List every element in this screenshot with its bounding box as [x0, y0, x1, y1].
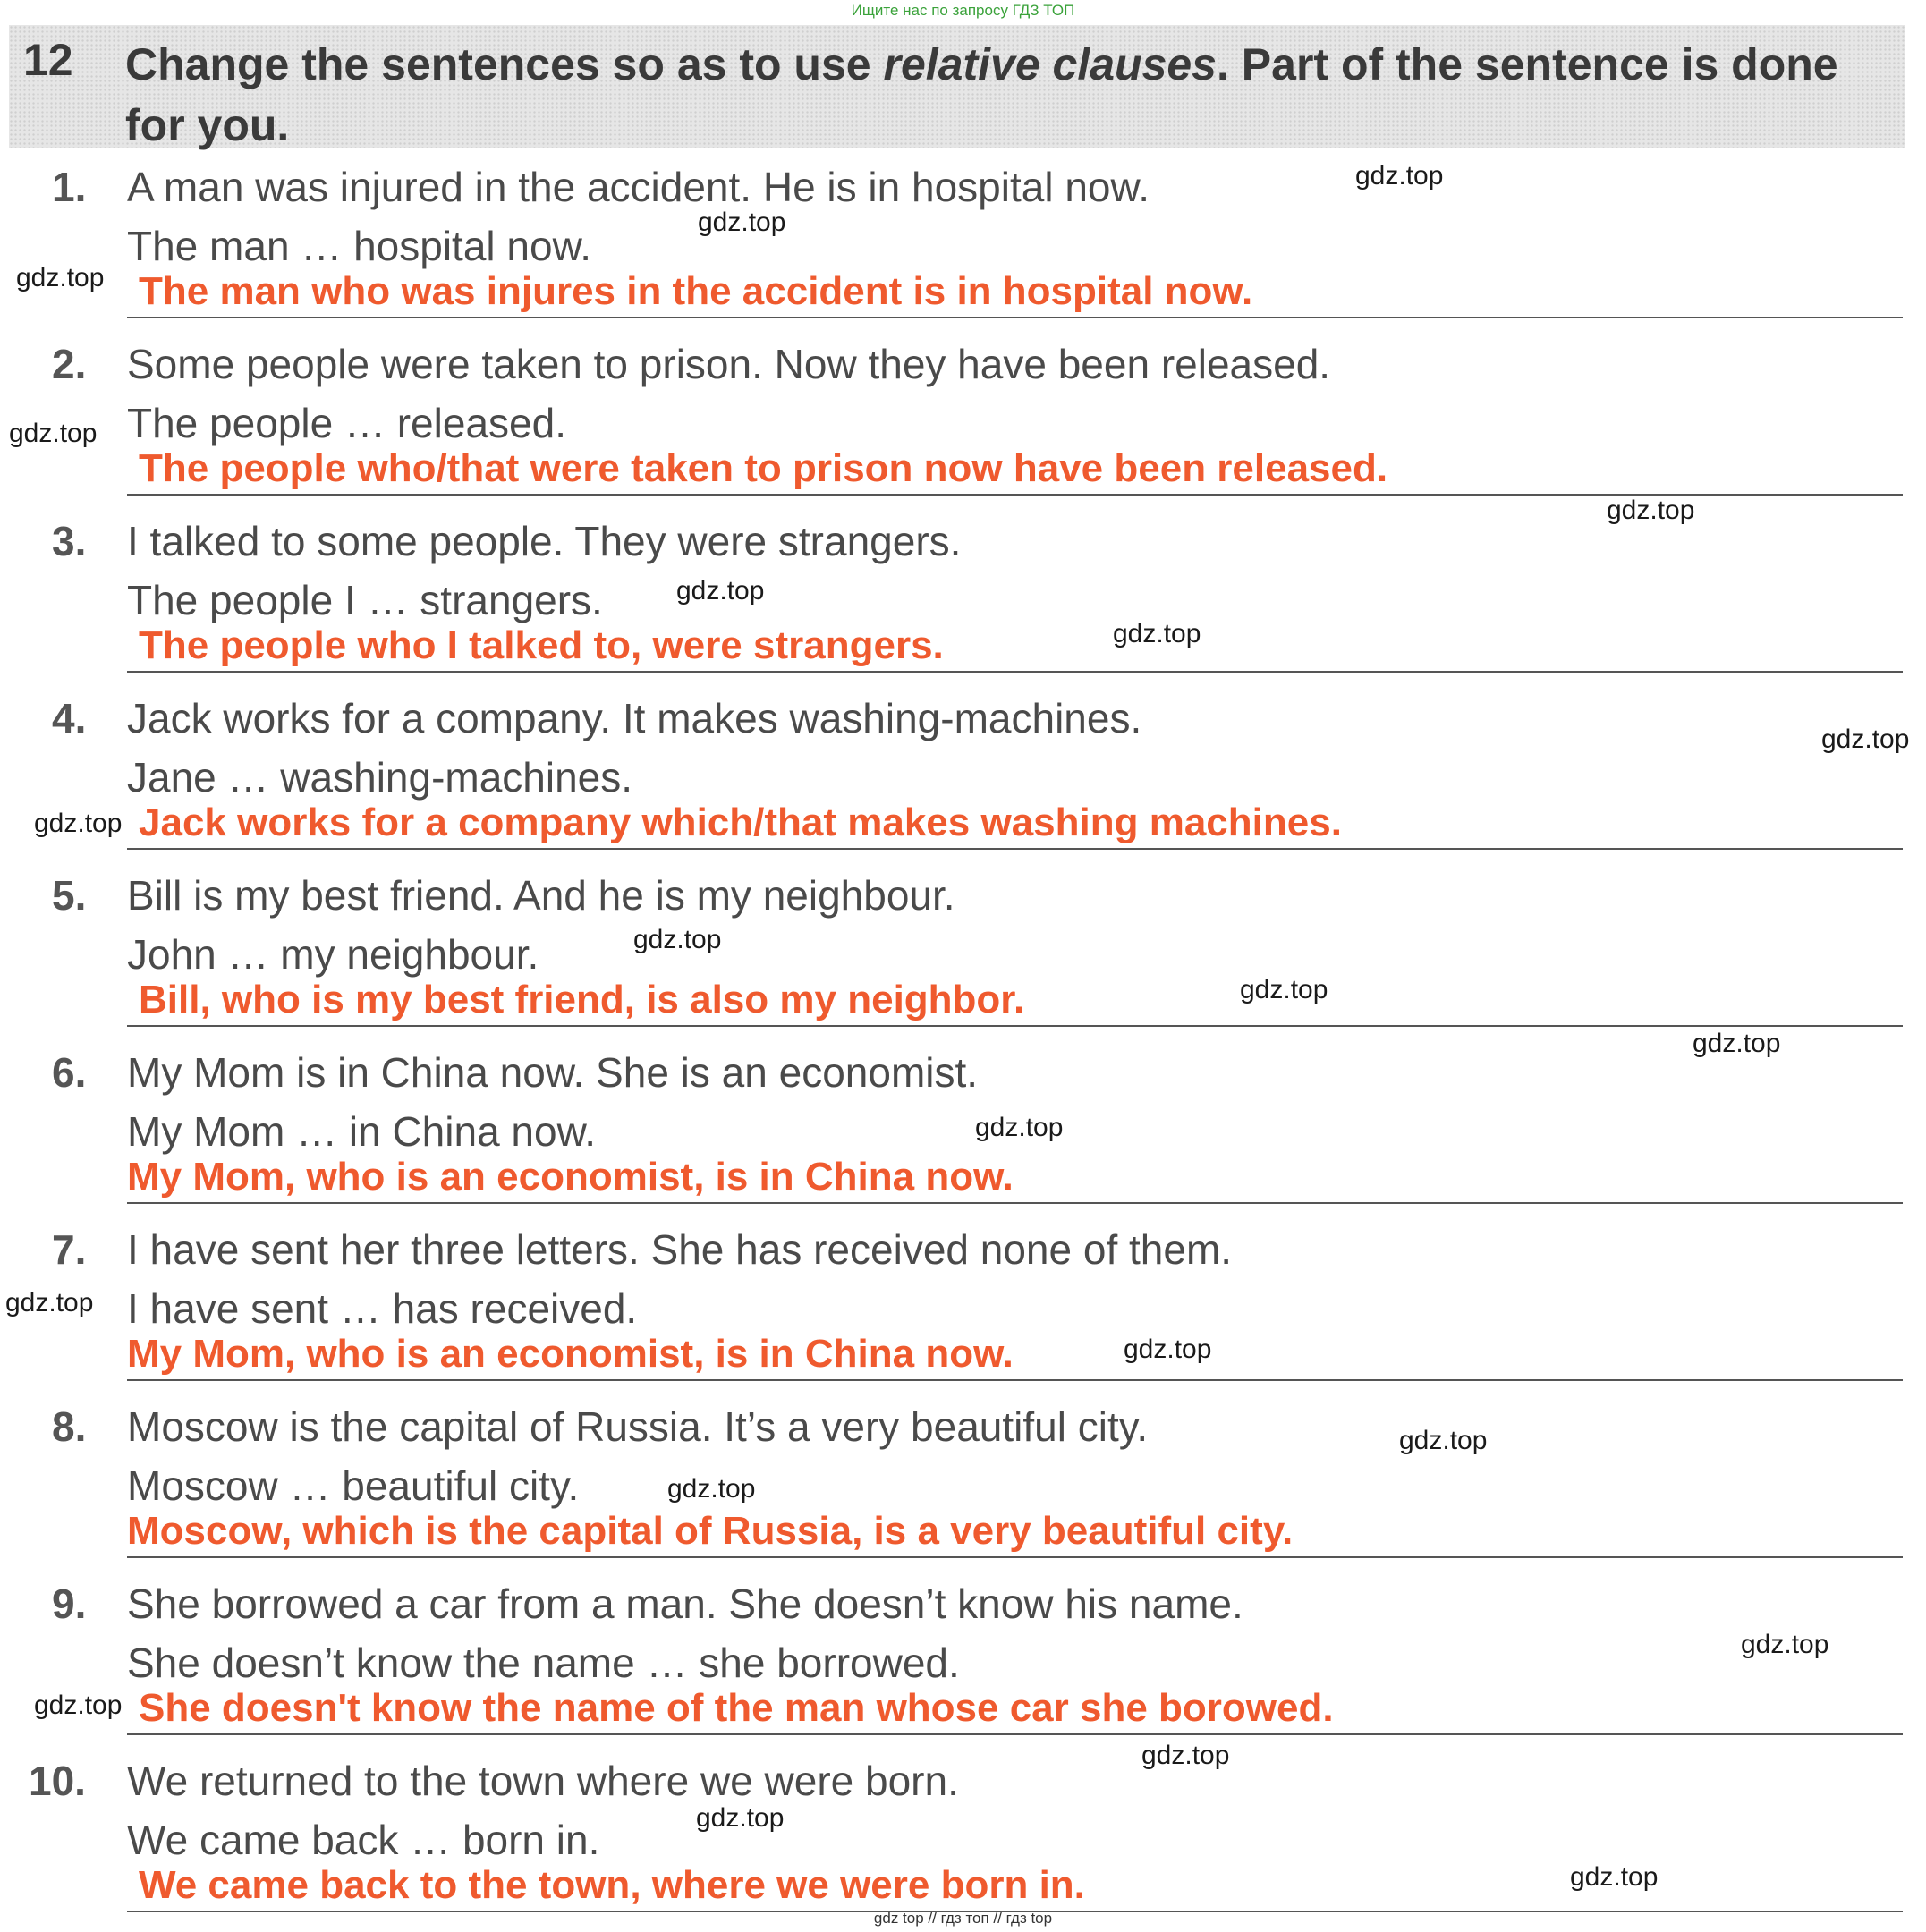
exercise-item: [0, 871, 1926, 1046]
exercise-title: [125, 34, 1879, 156]
item-sentence: I have sent her three letters. She has received none of them.: [127, 1226, 1233, 1273]
item-prompt: The man … hospital now.: [127, 223, 592, 269]
item-number: 1.: [52, 164, 87, 210]
item-prompt: Moscow … beautiful city.: [127, 1462, 580, 1509]
exercise-item: [0, 1757, 1926, 1932]
watermark: gdz.top: [975, 1113, 1064, 1142]
item-answer: We came back to the town, where we were born in.: [139, 1863, 1085, 1907]
answer-line: [127, 1556, 1903, 1558]
item-number: 5.: [52, 872, 87, 919]
item-answer: My Mom, who is an economist, is in China now.: [127, 1332, 1014, 1376]
item-answer: Jack works for a company which/that makes washing machines.: [139, 801, 1342, 844]
item-sentence: She borrowed a car from a man. She doesn’t know his name.: [127, 1580, 1243, 1627]
exercise-title-italic: relative clauses: [883, 39, 1217, 89]
watermark: gdz.top: [1240, 975, 1328, 1004]
item-answer: The people who/that were taken to prison now have been released.: [139, 446, 1388, 490]
watermark: gdz.top: [9, 419, 98, 448]
answer-line: [127, 848, 1903, 850]
item-number: 2.: [52, 341, 87, 387]
item-sentence: Bill is my best friend. And he is my neighbour.: [127, 872, 955, 919]
item-prompt: She doesn’t know the name … she borrowed.: [127, 1640, 960, 1686]
item-sentence: My Mom is in China now. She is an economist.: [127, 1049, 979, 1096]
item-number: 10.: [29, 1758, 86, 1804]
watermark: gdz.top: [1124, 1335, 1212, 1364]
item-prompt: I have sent … has received.: [127, 1285, 638, 1332]
watermark: gdz.top: [667, 1474, 756, 1504]
top-note: Ищите нас по запросу ГДЗ ТОП: [851, 2, 1075, 19]
exercise-item: [0, 1402, 1926, 1578]
answer-line: [127, 671, 1903, 673]
exercise-item: [0, 163, 1926, 338]
exercise-item: [0, 694, 1926, 869]
watermark: gdz.top: [1355, 161, 1444, 191]
watermark: gdz.top: [676, 576, 765, 606]
exercise-item: [0, 1225, 1926, 1401]
item-sentence: Jack works for a company. It makes washing-machines.: [127, 695, 1142, 741]
item-sentence: We returned to the town where we were born.: [127, 1758, 959, 1804]
watermark: gdz.top: [1141, 1741, 1230, 1770]
watermark: gdz.top: [5, 1288, 94, 1318]
item-answer: The people who I talked to, were strangers.: [139, 623, 944, 667]
watermark: gdz.top: [633, 925, 722, 954]
watermark: gdz.top: [1741, 1630, 1829, 1659]
answer-line: [127, 1202, 1903, 1204]
exercise-item: [0, 517, 1926, 692]
item-number: 6.: [52, 1049, 87, 1096]
item-answer: My Mom, who is an economist, is in China now.: [127, 1155, 1014, 1199]
exercise-title-start: Change the sentences so as to use: [125, 39, 884, 89]
item-number: 4.: [52, 695, 87, 741]
answer-line: [127, 317, 1903, 318]
exercise-item: [0, 1580, 1926, 1755]
item-number: 8.: [52, 1403, 87, 1450]
item-answer: Bill, who is my best friend, is also my neighbor.: [139, 978, 1025, 1021]
answer-line: [127, 1733, 1903, 1735]
watermark: gdz.top: [1607, 496, 1695, 525]
exercise-item: [0, 1048, 1926, 1224]
watermark: gdz.top: [1113, 619, 1201, 648]
item-prompt: My Mom … in China now.: [127, 1108, 597, 1155]
item-prompt: John … my neighbour.: [127, 931, 539, 978]
item-prompt: We came back … born in.: [127, 1817, 600, 1863]
exercise-header: [9, 25, 1905, 148]
item-prompt: The people … released.: [127, 400, 566, 446]
watermark: gdz.top: [696, 1803, 785, 1833]
exercise-item: [0, 340, 1926, 515]
exercise-number: 12: [23, 35, 73, 85]
footer: gdz top // гдз топ // гдз top: [873, 1910, 1053, 1927]
watermark: gdz.top: [34, 1690, 123, 1720]
item-sentence: Moscow is the capital of Russia. It’s a very beautiful city.: [127, 1403, 1149, 1450]
watermark: gdz.top: [1821, 724, 1910, 754]
answer-line: [127, 1025, 1903, 1027]
item-answer: She doesn't know the name of the man whose car she borowed.: [139, 1686, 1334, 1730]
item-prompt: The people I … strangers.: [127, 577, 603, 623]
item-sentence: Some people were taken to prison. Now they have been released.: [127, 341, 1331, 387]
item-answer: The man who was injures in the accident is in hospital now.: [139, 269, 1253, 313]
watermark: gdz.top: [1693, 1029, 1781, 1058]
watermark: gdz.top: [16, 263, 105, 292]
watermark: gdz.top: [34, 809, 123, 838]
answer-line: [127, 1379, 1903, 1381]
item-sentence: I talked to some people. They were strangers.: [127, 518, 962, 564]
exercise-title-end: . Part of the sentence is done for you.: [125, 39, 1838, 150]
item-prompt: Jane … washing-machines.: [127, 754, 633, 801]
watermark: gdz.top: [1399, 1426, 1488, 1455]
watermark: gdz.top: [1570, 1862, 1659, 1892]
item-answer: Moscow, which is the capital of Russia, is a very beautiful city.: [127, 1509, 1294, 1553]
watermark: gdz.top: [698, 208, 786, 237]
item-number: 7.: [52, 1226, 87, 1273]
item-sentence: A man was injured in the accident. He is in hospital now.: [127, 164, 1150, 210]
item-number: 3.: [52, 518, 87, 564]
item-number: 9.: [52, 1580, 87, 1627]
